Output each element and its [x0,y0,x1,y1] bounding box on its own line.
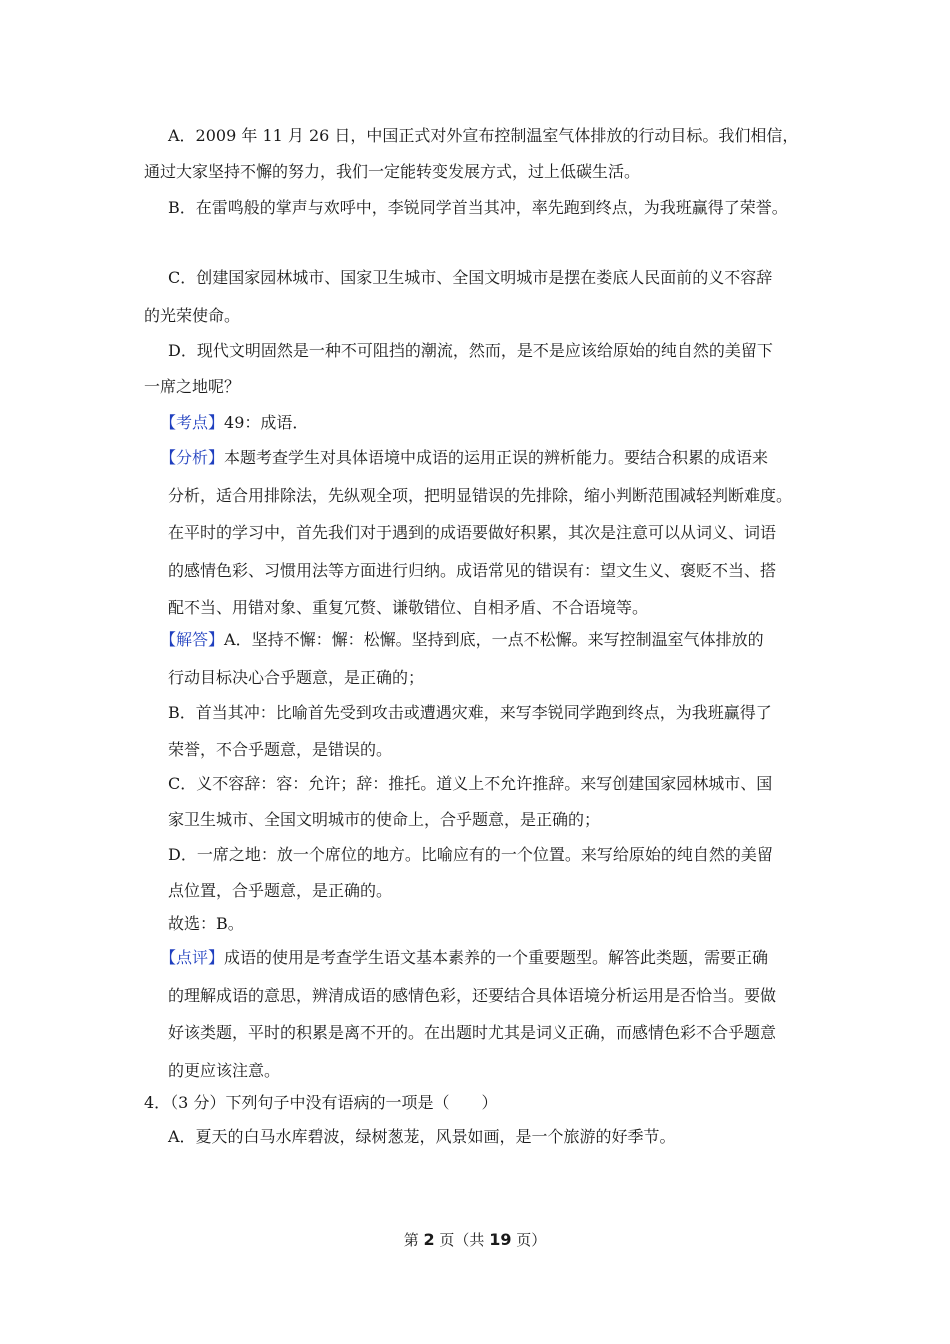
kaodian-text: 49：成语． [224,413,309,432]
dianping-line1: 成语的使用是考查学生语文基本素养的一个重要题型。解答此类题，需要正确 [224,948,769,967]
dianping-line2: 的理解成语的意思，辨清成语的感情色彩，还要结合具体语境分析运用是否恰当。要做 [168,986,777,1005]
jieda-line3: B．首当其冲：比喻首先受到攻击或遭遇灾难，来写李锐同学跑到终点，为我班赢得了 [168,703,772,722]
question4-stem: 4．（3 分）下列句子中没有语病的一项是（ ） [144,1093,498,1112]
footer-prefix: 第 [403,1231,424,1249]
jieda-tag: 【解答】 [160,630,225,649]
jieda-line1: A．坚持不懈：懈：松懈。坚持到底，一点不松懈。来写控制温室气体排放的 [224,630,764,649]
fenxi-line2: 分析，适合用排除法，先纵观全项，把明显错误的先排除，缩小判断范围减轻判断难度。 [168,486,793,505]
q3-option-d-line1: D．现代文明固然是一种不可阻挡的潮流，然而，是不是应该给原始的纯自然的美留下 [168,341,773,360]
q3-option-d-line2: 一席之地呢？ [144,377,241,396]
jieda-line4: 荣誉，不合乎题意，是错误的。 [168,740,393,759]
q3-option-b-line1: B．在雷鸣般的掌声与欢呼中，李锐同学首当其冲，率先跑到终点，为我班赢得了荣誉。 [168,198,788,217]
q4-option-a-line1: A．夏天的白马水库碧波，绿树葱茏，风景如画，是一个旅游的好季节。 [168,1127,676,1146]
footer-suffix: 页） [511,1231,547,1249]
footer-total-pages: 19 [489,1230,512,1249]
fenxi-line4: 的感情色彩、习惯用法等方面进行归纳。成语常见的错误有：望文生义、褒贬不当、搭 [168,561,777,580]
kaodian-section [160,413,308,433]
jieda-section [160,630,764,650]
dianping-section [160,948,768,968]
kaodian-tag: 【考点】 [160,413,225,432]
q3-option-a-line2: 通过大家坚持不懈的努力，我们一定能转变发展方式，过上低碳生活。 [144,162,641,181]
q3-option-a-line1: A．2009 年 11 月 26 日，中国正式对外宣布控制温室气体排放的行动目标。我们相信， [168,126,799,145]
fenxi-tag: 【分析】 [160,448,225,467]
jieda-line5: C．义不容辞：容：允许；辞：推托。道义上不允许推辞。来写创建国家园林城市、国 [168,774,773,793]
footer-page-number: 2 [423,1230,435,1249]
dianping-line3: 好该类题，平时的积累是离不开的。在出题时尤其是词义正确，而感情色彩不合乎题意 [168,1023,777,1042]
fenxi-line3: 在平时的学习中，首先我们对于遇到的成语要做好积累，其次是注意可以从词义、词语 [168,523,777,542]
page-footer [0,1230,950,1250]
footer-middle: 页（共 [434,1231,490,1249]
q3-option-c-line1: C．创建国家园林城市、国家卫生城市、全国文明城市是摆在娄底人民面前的义不容辞 [168,268,773,287]
jieda-line7: D．一席之地：放一个席位的地方。比喻应有的一个位置。来写给原始的纯自然的美留 [168,845,773,864]
fenxi-section [160,448,768,468]
jieda-line8: 点位置，合乎题意，是正确的。 [168,881,393,900]
jieda-line6: 家卫生城市、全国文明城市的使命上，合乎题意，是正确的； [168,810,601,829]
dianping-line4: 的更应该注意。 [168,1061,281,1080]
fenxi-line5: 配不当、用错对象、重复冗赘、谦敬错位、自相矛盾、不合语境等。 [168,598,649,617]
jieda-line2: 行动目标决心合乎题意，是正确的； [168,668,425,687]
q3-option-c-line2: 的光荣使命。 [144,306,241,325]
dianping-tag: 【点评】 [160,948,225,967]
jieda-answer: 故选：B。 [168,914,244,933]
fenxi-line1: 本题考查学生对具体语境中成语的运用正误的辨析能力。要结合积累的成语来 [224,448,769,467]
